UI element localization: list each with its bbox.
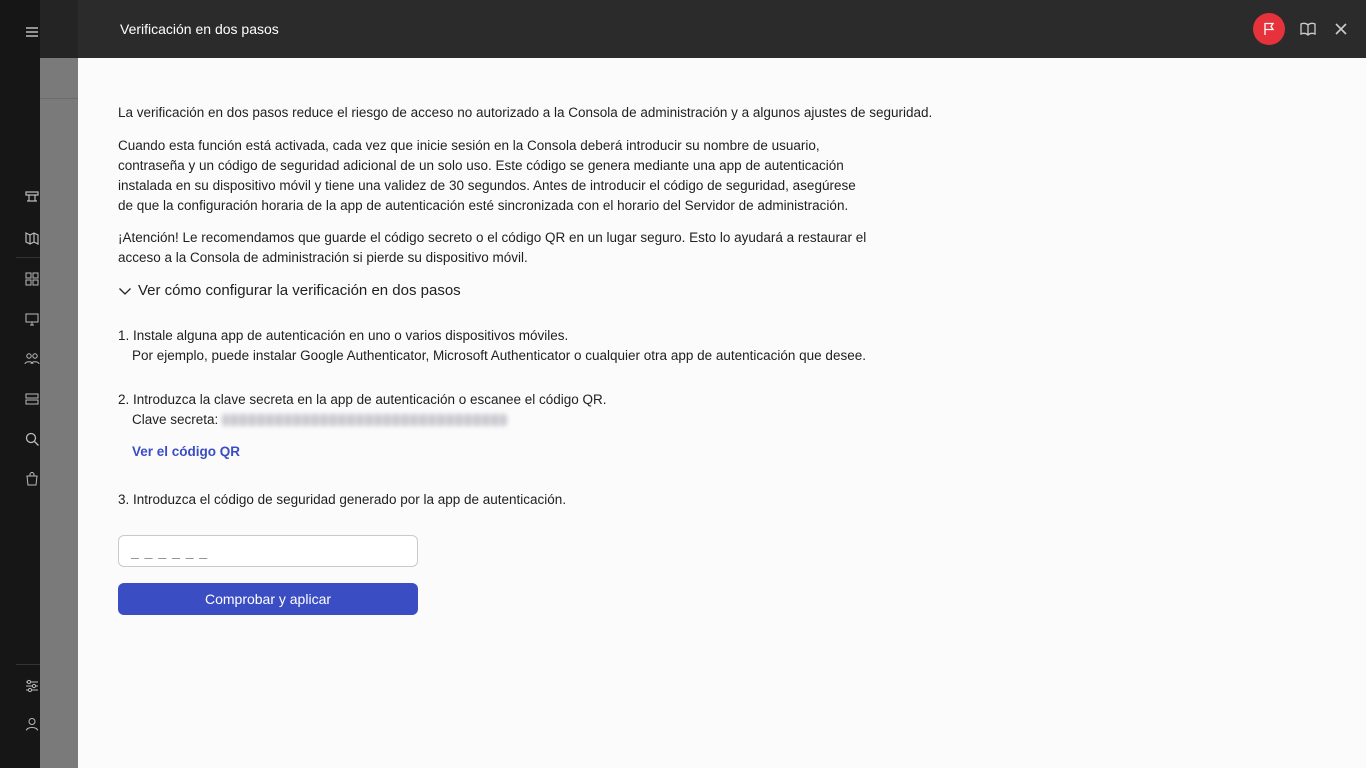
operations-icon[interactable] — [24, 391, 40, 407]
warning-paragraph — [118, 228, 866, 268]
description-line: instalada en su dispositivo móvil y tiene una validez de 30 segundos. Antes de introducir el código de seguridad, asegúrese — [118, 178, 856, 193]
drawer-header — [78, 0, 1366, 58]
marketplace-icon[interactable] — [24, 471, 40, 487]
step-2-text: 2. Introduzca la clave secreta en la app de autenticación o escanee el código QR. — [118, 392, 607, 407]
step-1-detail: Por ejemplo, puede instalar Google Authenticator, Microsoft Authenticator o cualquier otra app de autenticación que desee. — [132, 348, 866, 363]
flag-button[interactable] — [1253, 13, 1285, 45]
show-qr-code-link[interactable]: Ver el código QR — [132, 444, 241, 459]
search-icon[interactable] — [24, 431, 40, 447]
secret-key-row — [118, 410, 607, 430]
howto-toggle[interactable] — [118, 281, 461, 301]
two-step-verification-drawer — [78, 0, 1366, 768]
description-line: Cuando esta función está activada, cada vez que inicie sesión en la Consola deberá introducir su nombre de usuario, — [118, 138, 820, 153]
secret-key-value — [222, 414, 507, 426]
devices-icon[interactable] — [24, 311, 40, 327]
check-and-apply-button[interactable]: Comprobar y aplicar — [118, 583, 418, 615]
warning-line: acceso a la Consola de administración si pierde su dispositivo móvil. — [118, 250, 528, 265]
description-line: contraseña y un código de seguridad adicional de un solo uso. Este código se genera mediante una app de autenticación — [118, 158, 844, 173]
security-code-input[interactable] — [118, 535, 418, 567]
dashboard-icon[interactable] — [24, 271, 40, 287]
description-line: de que la configuración horaria de la app de autenticación esté sincronizada con el horario del Servidor de administración. — [118, 198, 849, 213]
step-1-text: 1. Instale alguna app de autenticación en uno o varios dispositivos móviles. — [118, 328, 569, 343]
intro-text: La verificación en dos pasos reduce el riesgo de acceso no autorizado a la Consola de administración y a algunos ajustes de seguridad. — [118, 105, 933, 120]
book-icon — [1299, 20, 1317, 38]
secret-key-label: Clave secreta: — [132, 412, 219, 427]
step-2 — [118, 390, 607, 430]
close-button[interactable] — [1332, 20, 1350, 38]
description-paragraph — [118, 136, 856, 216]
flag-icon — [1261, 21, 1277, 37]
account-icon[interactable] — [24, 716, 40, 732]
close-icon — [1332, 20, 1350, 38]
app-rail — [0, 0, 40, 768]
monitoring-icon[interactable] — [24, 188, 40, 204]
settings-icon[interactable] — [24, 678, 40, 694]
howto-toggle-label: Ver cómo configurar la verificación en dos pasos — [138, 282, 461, 299]
chevron-down-icon — [118, 284, 138, 298]
step-1 — [118, 326, 866, 366]
drawer-title: Verificación en dos pasos — [120, 21, 279, 37]
warning-line: ¡Atención! Le recomendamos que guarde el código secreto o el código QR en un lugar seguro. Esto lo ayudará a restaurar el — [118, 230, 867, 245]
background-app-overlay — [40, 0, 78, 768]
users-icon[interactable] — [24, 351, 40, 367]
step-3 — [118, 490, 566, 510]
map-icon[interactable] — [24, 230, 40, 246]
step-3-text: 3. Introduzca el código de seguridad generado por la app de autenticación. — [118, 492, 567, 507]
help-book-button[interactable] — [1299, 20, 1317, 38]
menu-icon[interactable] — [24, 24, 40, 40]
